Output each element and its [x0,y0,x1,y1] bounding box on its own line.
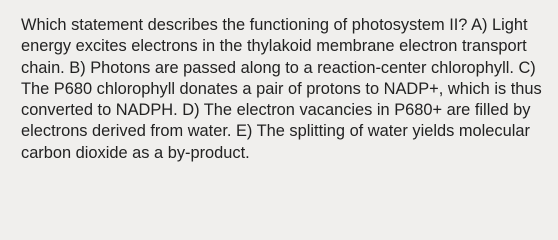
question-text: Which statement describes the functioning of photosystem II? A) Light energy excites electrons in the thylakoid membrane electron transport chain. B) Photons are passed along to a reaction-center chlorophyll. C) The P680 chlorophyll donates a pair of protons to NADP+, which is thus converted to NADPH. D) The electron vacancies in P680+ are filled by electrons derived from water. E) The splitting of water yields molecular carbon dioxide as a by-product. [21,16,542,162]
